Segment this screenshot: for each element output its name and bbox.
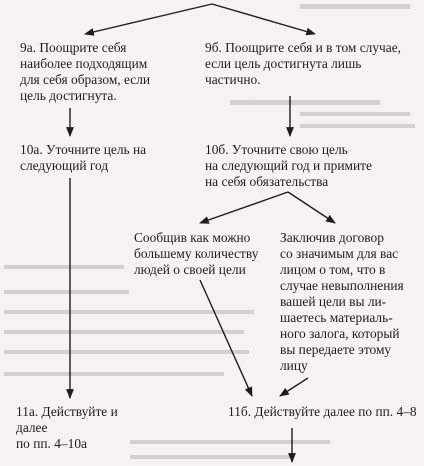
option-inform-people: Сообщив как можно большему количеству людей о своей цели (134, 230, 259, 277)
step-9b-reward-partial: 9б. Поощрите себя и в том случае, если цель достигнута лишь частично. (205, 40, 402, 87)
step-9a-reward-if-achieved: 9а. Поощрите себя наиболее подходящим для себя образом, если цель достигнута. (20, 40, 151, 103)
arrow-10b-to-inform (200, 192, 288, 223)
step-10a-refine-goal: 10а. Уточните цель на следующий год (20, 142, 147, 173)
option-contract-pledge: Заключив договор со значимым для вас лицом о том, что в случае невыполнения вашей цели вы ли- шаетесь материаль- ного залога, который вы передаете этому лицу (280, 230, 404, 373)
step-10b-refine-goal-commit: 10б. Уточните свою цель на следующий год и примите на себя обязательства (205, 142, 372, 189)
arrow-top-to-9a (85, 4, 212, 34)
arrow-10b-to-contract (288, 192, 335, 223)
arrow-contract-to-11b (280, 378, 308, 396)
arrow-top-to-9b (212, 4, 315, 34)
step-11b-continue-4-8: 11б. Действуйте далее по пп. 4–8 (228, 404, 417, 419)
step-11a-continue-4-10a: 11а. Действуйте и далее по пп. 4–10а (16, 404, 118, 451)
arrow-inform-to-11b (200, 280, 252, 396)
